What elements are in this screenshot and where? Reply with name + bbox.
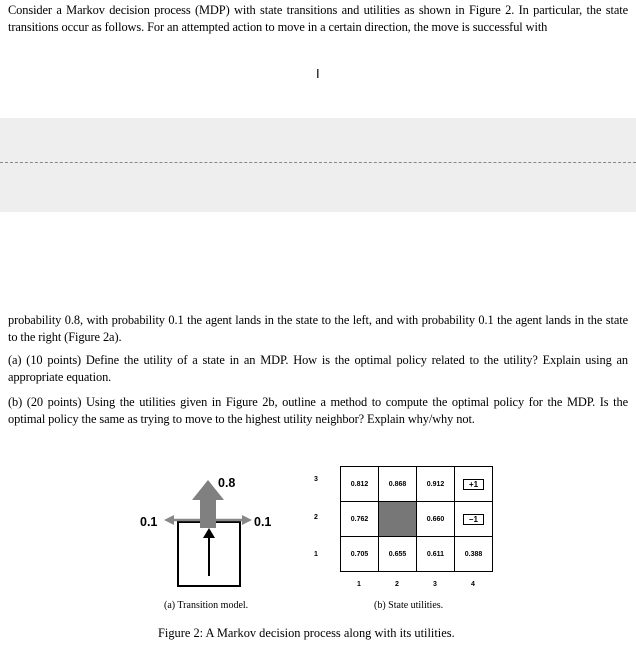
page-break-divider <box>0 162 636 163</box>
intro-paragraph: Consider a Markov decision process (MDP) with state transitions and utilities as shown in Figure 2. In particular, the state transitions occur as follows. For an attempted action to move in a certain direction, the move is successful with <box>8 3 628 34</box>
row-label-1: 1 <box>314 551 318 558</box>
cell-3-3: 0.912 <box>417 467 455 502</box>
cell-4-2 <box>455 502 493 537</box>
caption-a: (a) Transition model. <box>164 600 249 611</box>
grid-row-3 <box>341 467 493 502</box>
cell-2-3: 0.868 <box>379 467 417 502</box>
col-label-4: 4 <box>471 581 475 588</box>
forward-arrow-shaft <box>200 498 216 528</box>
question-part-a: (a) (10 points) Define the utility of a state in an MDP. How is the optimal policy related to the utility? Explain using an appropriate equation. <box>8 353 628 384</box>
question-part-b: (b) (20 points) Using the utilities given in Figure 2b, outline a method to compute the optimal policy for the MDP. Is the optimal policy the same as trying to move to the highest utility neighbor? Explain why/why not. <box>8 395 628 426</box>
right-slip-arrowhead <box>242 515 252 525</box>
cell-3-2: 0.660 <box>417 502 455 537</box>
grid-row-1 <box>341 537 493 572</box>
caption-b: (b) State utilities. <box>374 600 444 611</box>
continuation-paragraph: probability 0.8, with probability 0.1 the agent lands in the state to the left, and with probability 0.1 the agent lands in the state to the right (Figure 2a). <box>8 313 628 344</box>
col-label-1: 1 <box>357 581 361 588</box>
row-label-3: 3 <box>314 476 318 483</box>
row-label-2: 2 <box>314 514 318 521</box>
text-cursor: I <box>316 66 320 81</box>
cell-2-1: 0.655 <box>379 537 417 572</box>
forward-probability: 0.8 <box>218 476 236 490</box>
col-label-2: 2 <box>395 581 399 588</box>
left-probability: 0.1 <box>140 515 158 529</box>
cell-1-1: 0.705 <box>341 537 379 572</box>
state-utilities-figure <box>312 464 502 594</box>
cell-3-1: 0.611 <box>417 537 455 572</box>
positive-terminal: +1 <box>463 479 484 490</box>
left-slip-arrowhead <box>164 515 174 525</box>
wall-cell <box>379 502 417 537</box>
negative-terminal: –1 <box>463 514 484 525</box>
page-gap-band <box>0 118 636 212</box>
cell-4-1: 0.388 <box>455 537 493 572</box>
cell-4-3 <box>455 467 493 502</box>
utility-grid <box>340 466 493 572</box>
figure-caption: Figure 2: A Markov decision process along with its utilities. <box>158 626 455 640</box>
transition-model-figure <box>130 470 290 600</box>
transition-diagram <box>130 470 290 600</box>
right-probability: 0.1 <box>254 515 272 529</box>
cell-1-2: 0.762 <box>341 502 379 537</box>
col-label-3: 3 <box>433 581 437 588</box>
cell-1-3: 0.812 <box>341 467 379 502</box>
grid-row-2 <box>341 502 493 537</box>
